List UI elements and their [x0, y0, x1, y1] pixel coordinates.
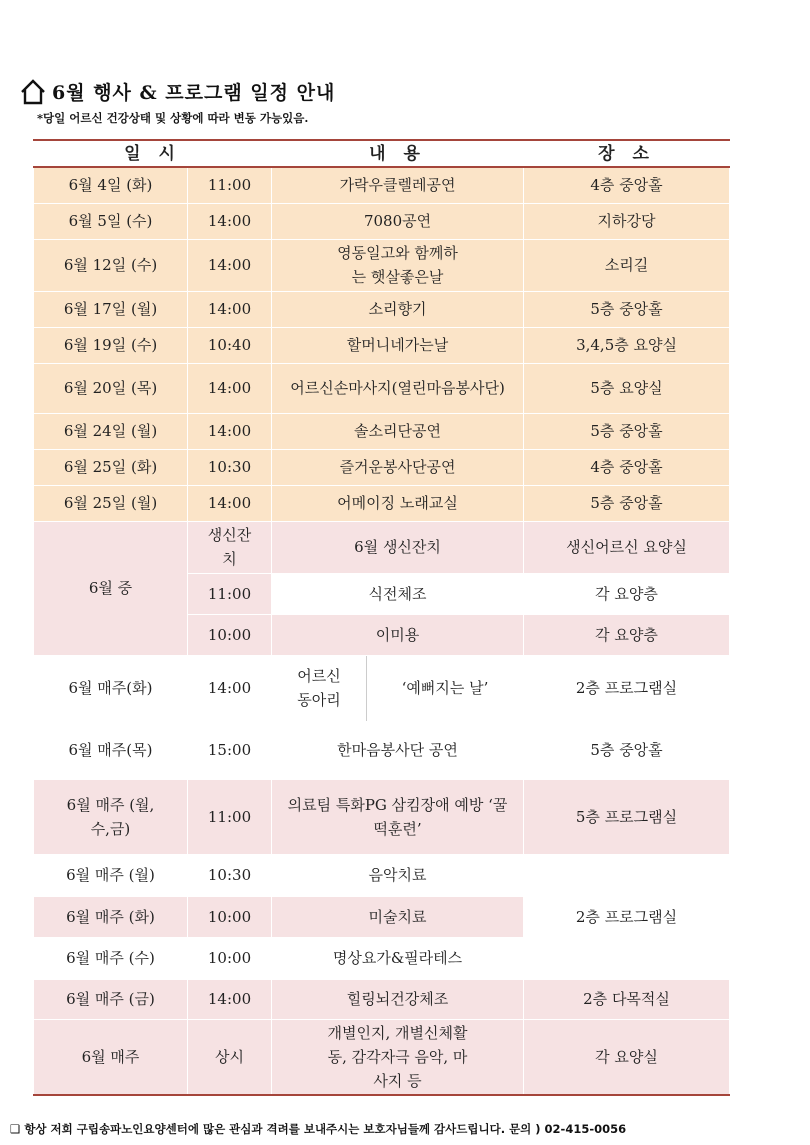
row-date: 6월 매주 (금): [34, 979, 188, 1019]
row-time: 14:00: [188, 485, 272, 521]
row-time: 14:00: [188, 655, 272, 721]
row-place: 5층 중앙홀: [524, 485, 730, 521]
row-place: 5층 요양실: [524, 363, 730, 413]
row-place: 3,4,5층 요양실: [524, 327, 730, 363]
header-datetime: 일 시: [34, 140, 272, 167]
row-content: 명상요가&필라테스: [272, 937, 524, 979]
row-time: 11:00: [188, 573, 272, 614]
table-row: [34, 779, 730, 854]
row-date: 6월 4일 (화): [34, 167, 188, 203]
row-time: 14:00: [188, 203, 272, 239]
row-time: 15:00: [188, 721, 272, 779]
row-time: 14:00: [188, 979, 272, 1019]
table-row: [34, 721, 730, 779]
row-content: 가락우클렐레공연: [272, 167, 524, 203]
row-place: 2층 프로그램실: [524, 655, 730, 721]
row-content: 할머니네가는날: [272, 327, 524, 363]
row-place: 각 요양층: [524, 573, 730, 614]
row-content: 힐링뇌건강체조: [272, 979, 524, 1019]
table-row: [34, 203, 730, 239]
row-time: 11:00: [188, 779, 272, 854]
row-content: 영동일고와 함께하는 햇살좋은날: [272, 239, 524, 291]
row-content: 개별인지, 개별신체활동, 감각자극 음악, 마사지 등: [272, 1019, 524, 1095]
row-date: 6월 매주 (화): [34, 896, 188, 937]
row-time: 11:00: [188, 167, 272, 203]
row-date: 6월 중: [34, 521, 188, 655]
table-row: [34, 1019, 730, 1095]
row-place: 지하강당: [524, 203, 730, 239]
row-time: 10:40: [188, 327, 272, 363]
row-place: 5층 중앙홀: [524, 413, 730, 449]
row-date: 6월 매주 (수): [34, 937, 188, 979]
home-icon: [20, 79, 46, 105]
row-time: 10:00: [188, 937, 272, 979]
row-date: 6월 매주(목): [34, 721, 188, 779]
table-row: [34, 239, 730, 291]
row-content: 솔소리단공연: [272, 413, 524, 449]
row-content: 미술치료: [272, 896, 524, 937]
header-content: 내 용: [272, 140, 524, 167]
row-place: 2층 다목적실: [524, 979, 730, 1019]
row-time: 10:30: [188, 449, 272, 485]
schedule-table: [33, 139, 730, 1096]
row-time: 14:00: [188, 413, 272, 449]
row-date: 6월 24일 (월): [34, 413, 188, 449]
table-row: [34, 655, 730, 721]
row-time: 14:00: [188, 291, 272, 327]
row-time: 14:00: [188, 239, 272, 291]
row-place: 생신어르신 요양실: [524, 521, 730, 573]
row-date: 6월 17일 (월): [34, 291, 188, 327]
row-place: 5층 중앙홀: [524, 291, 730, 327]
row-content: 식전체조: [272, 573, 524, 614]
table-row: [34, 363, 730, 413]
row-date: 6월 매주(화): [34, 655, 188, 721]
row-place: 각 요양층: [524, 614, 730, 655]
table-row: [34, 485, 730, 521]
row-date: 6월 매주: [34, 1019, 188, 1095]
row-date: 6월 20일 (목): [34, 363, 188, 413]
row-content: ‘예뻐지는 날’: [367, 655, 524, 721]
row-time: 상시: [188, 1019, 272, 1095]
row-place: 4층 중앙홀: [524, 167, 730, 203]
row-content: 의료팀 특화PG 삼킴장애 예방 ‘꿀떡훈련’: [272, 779, 524, 854]
page-title: 6월 행사 & 프로그램 일정 안내: [52, 82, 336, 104]
row-date: 6월 매주 (월,수,금): [34, 779, 188, 854]
row-time: 14:00: [188, 363, 272, 413]
table-row: [34, 979, 730, 1019]
row-date: 6월 매주 (월): [34, 854, 188, 896]
table-row: [34, 413, 730, 449]
header-place: 장 소: [524, 140, 730, 167]
page-header: [20, 78, 335, 105]
row-place: 2층 프로그램실: [524, 854, 730, 979]
row-place: 소리길: [524, 239, 730, 291]
table-row: [34, 521, 730, 573]
row-content: 어르신손마사지(열린마음봉사단): [272, 363, 524, 413]
footer-notice: ❑ 항상 저희 구립송파노인요양센터에 많은 관심과 격려를 보내주시는 보호자님들께 감사드립니다. 문의 ) 02-415-0056: [10, 1122, 627, 1136]
table-row: [34, 449, 730, 485]
row-content: 7080공연: [272, 203, 524, 239]
schedule-note: *당일 어르신 건강상태 및 상황에 따라 변동 가능있음.: [37, 111, 309, 125]
row-date: 6월 12일 (수): [34, 239, 188, 291]
row-content: 즐거운봉사단공연: [272, 449, 524, 485]
table-header: [34, 140, 730, 167]
table-row: [34, 854, 730, 896]
row-content: 음악치료: [272, 854, 524, 896]
row-content: 6월 생신잔치: [272, 521, 524, 573]
row-place: 5층 프로그램실: [524, 779, 730, 854]
row-place: 각 요양실: [524, 1019, 730, 1095]
row-date: 6월 25일 (월): [34, 485, 188, 521]
row-content: 소리향기: [272, 291, 524, 327]
row-content-club: 어르신 동아리: [272, 655, 367, 721]
row-time: 10:30: [188, 854, 272, 896]
table-row: [34, 167, 730, 203]
row-time: 10:00: [188, 896, 272, 937]
row-date: 6월 19일 (수): [34, 327, 188, 363]
row-date: 6월 5일 (수): [34, 203, 188, 239]
row-time: 생신잔치: [188, 521, 272, 573]
row-content: 어메이징 노래교실: [272, 485, 524, 521]
table-row: [34, 291, 730, 327]
row-date: 6월 25일 (화): [34, 449, 188, 485]
row-content: 이미용: [272, 614, 524, 655]
row-content: 한마음봉사단 공연: [272, 721, 524, 779]
row-place: 5층 중앙홀: [524, 721, 730, 779]
table-row: [34, 327, 730, 363]
row-time: 10:00: [188, 614, 272, 655]
row-place: 4층 중앙홀: [524, 449, 730, 485]
